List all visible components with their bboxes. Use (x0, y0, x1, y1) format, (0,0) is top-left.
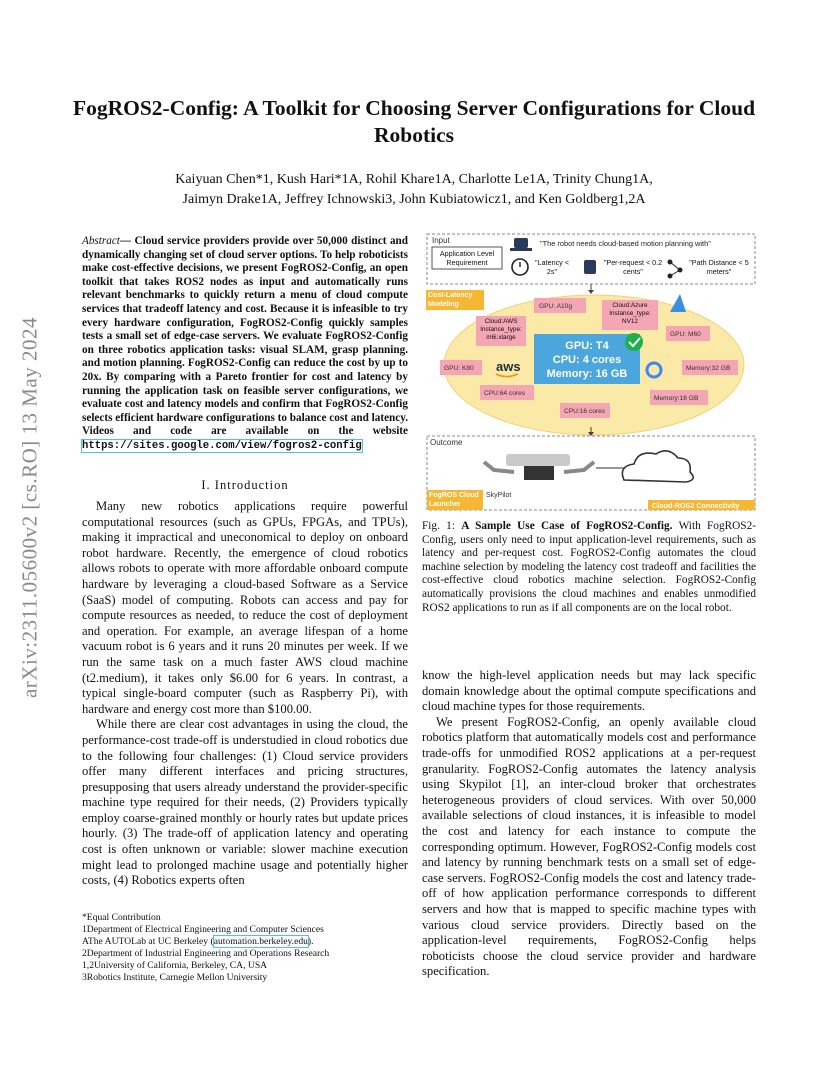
right-paragraph-1: know the high-level application needs but may lack specific domain knowledge about the optimal compute specifications and cloud machine types for those requirements. (422, 668, 756, 714)
author-list (120, 170, 708, 209)
authors-line-1: Kaiyuan Chen*1, Kush Hari*1A, Rohil Khare1A, Charlotte Le1A, Trinity Chung1A, (175, 172, 653, 187)
abstract (82, 235, 408, 454)
arxiv-stamp-text: arXiv:2311.05600v2 [cs.RO] 13 May 2024 (17, 317, 42, 699)
chip-azure-fo (602, 300, 658, 330)
authors-line-2: Jaimyn Drake1A, Jeffrey Ichnowski3, John Kubiatowicz1, and Ken Goldberg1,2A (182, 191, 646, 207)
footnote-ucb: 1,2University of California, Berkeley, CA, USA (82, 960, 268, 971)
selected-gpu: GPU: T4 (565, 340, 609, 352)
stopwatch-icon (512, 259, 528, 275)
path-graph-icon (668, 260, 683, 279)
aws-logo: aws (496, 359, 521, 374)
chip-cpu-64-label: CPU:64 cores (484, 390, 526, 397)
app-req-fo (432, 247, 502, 269)
robot-person-icon (510, 238, 532, 251)
figure-1 (424, 232, 758, 512)
footnote-equal: *Equal Contribution (82, 912, 161, 923)
latency-text: "Latency < 2s" (535, 258, 569, 276)
paper-title: FogROS2-Config: A Toolkit for Choosing Server Configurations for Cloud Robotics (72, 96, 756, 147)
latency-fo (532, 258, 572, 282)
abstract-text: — Cloud service providers provide over 50,000 distinct and dynamically changing set of cloud server options. To help roboticists make cost-effective decisions, we present FogROS2-Config, an open toolkit that takes ROS2 nodes as input and automatically runs relevant benchmarks to quickly return a menu of cloud compute services that tradeoff latency and cost. Because it is infeasible to try every hardware configuration, FogROS2-Config quickly samples tests a small set of edge-case servers. We evaluate FogROS2-Config on three robotics application tasks: visual SLAM, grasp planning. and motion planning. FogROS2-Config can reduce the cost by up to 20x. By comparing with a Pareto frontier for cost and latency by running the application task on feasible server configurations, we evaluate cost and latency models and confirm that FogROS2-Config selects efficient hardware configurations to balance cost and latency. Videos and code are available on the website (82, 235, 408, 438)
chip-gpu-a10g-label: GPU: A10g (539, 303, 572, 310)
cost-latency-fo (426, 290, 484, 310)
chip-gpu-k80-label: GPU: K80 (444, 365, 474, 372)
dollar-tag-icon (584, 260, 596, 274)
robot-arm-icon (484, 454, 594, 480)
cloud-icon (622, 451, 693, 482)
arrow-head-1 (588, 290, 594, 294)
cost-latency-text: Cost-Latency Modeling (428, 292, 473, 308)
selected-memory: Memory: 16 GB (546, 368, 628, 380)
launcher-fo (427, 490, 483, 510)
skypilot-logo: SkyPilot (486, 492, 512, 499)
app-req-text: Application Level Requirement (439, 249, 495, 267)
chip-cpu-16-label: CPU:16 cores (564, 408, 606, 415)
outcome-label: Outcome (430, 438, 463, 447)
autolab-link[interactable]: automation.berkeley.edu (213, 936, 308, 947)
launcher-text: FogROS Cloud Launcher (429, 492, 479, 508)
footnote-ieor: 2Department of Industrial Engineering and Operations Research (82, 948, 330, 959)
per-request-text: "Per-request < 0.2 cents" (603, 258, 663, 276)
chip-aws-fo (476, 316, 526, 346)
right-paragraph-2: We present FogROS2-Config, an openly available cloud robotics platform that automatically models cost and performance trade-offs for unmodified ROS2 applications at a per-request granularity. FogROS2-Config automates the latency analysis using Skypilot [1], an inter-cloud broker that orchestrates heterogeneous providers of cloud services. With over 50,000 available selections of cloud instances, it is infeasible to model the cost and latency for each instance to compute the corresponding optimum. However, FogROS2-Config models cost and latency by running benchmark tests on a small set of edge-case servers. FogROS2-Config models the cost and latency trade-off of how application performance corresponds to different servers and how that is mapped to specific machine types with various cloud service providers. Directly based on the application-level requirements, FogROS2-Config helps roboticists choose the cloud service provider and hardware specification. (422, 714, 756, 979)
path-distance-fo (682, 258, 756, 282)
selected-cpu: CPU: 4 cores (552, 354, 622, 366)
footnote-autolab (82, 936, 408, 948)
figure-1-diagram (424, 232, 758, 512)
chip-azure-label: Cloud:Azure Instance_type: NV12 (609, 302, 651, 325)
project-url-link[interactable]: https://sites.google.com/view/fogros2-config (82, 439, 362, 452)
footnote-cmu: 3Robotics Institute, Carnegie Mellon University (82, 972, 268, 983)
path-distance-text: "Path Distance < 5 meters" (689, 258, 749, 276)
per-request-fo (598, 258, 668, 282)
chip-gpu-m60-label: GPU: M60 (670, 331, 701, 338)
chip-memory-32-label: Memory:32 GB (686, 365, 731, 372)
footnotes (82, 912, 408, 984)
section-heading-introduction: I. Introduction (201, 478, 289, 492)
introduction-body (82, 499, 408, 889)
chip-memory-16-label: Memory:16 GB (654, 395, 699, 402)
arxiv-stamp (10, 230, 50, 790)
figure-1-caption (422, 520, 756, 615)
azure-logo-icon (670, 294, 686, 312)
right-column-body (422, 668, 756, 980)
check-icon (625, 333, 643, 351)
abstract-label: Abstract (82, 235, 120, 247)
chip-aws-label: Cloud:AWS Instance_type: m6i.xlarge (480, 318, 522, 341)
intro-paragraph-2: While there are clear cost advantages in using the cloud, the performance-cost trade-off is understudied in cloud robotics due to the following four challenges: (1) Cloud service providers offer many different interfaces and pricing structures, presupposing that users already understand the provider-specific machine type required for their needs, (2) Providers typically employ coarse-grained monthly or hourly rates but update prices hourly. (3) The trade-off of application latency and operating cost is often unknown or variable: slower machine execution might lead to prolonged machine usage and potentially higher costs, (4) Robotics experts often (82, 717, 408, 888)
footnote-eecs: 1Department of Electrical Engineering and Computer Sciences (82, 924, 324, 935)
caption-title: A Sample Use Case of FogROS2-Config. (461, 520, 673, 532)
caption-label: Fig. 1: (422, 520, 462, 532)
requirement-quote: "The robot needs cloud-based motion planning with" (540, 239, 711, 248)
footnote-autolab-text: AThe AUTOLab at UC Berkeley ( (82, 936, 214, 947)
input-label: Input (432, 236, 450, 245)
footnote-autolab-close: ). (307, 936, 314, 947)
caption-text: With FogROS2-Config, users only need to input application-level requirements, such as latency and per-request cost. FogROS2-Config automates the cloud machine selection by modeling the latency cost tradeoff and facilities the cost-effective cloud robotics machine selection. FogROS2-Config automatically provisions the cloud machines and enables unmodified ROS2 applications to run as if all components are on the local robot. (422, 520, 756, 614)
connectivity-text: Cloud-ROS2 Connectivity (652, 501, 740, 510)
intro-paragraph-1: Many new robotics applications require powerful computational resources (such as GPUs, FPGAs, and TPUs), making it impractical and uneconomical to deploy on onboard robot hardware. Recently, the emergence of cloud robotics allows robots to operate with more affordable onboard compute hardware by leveraging a cloud-based Software as a Service (SaaS) model of computing. Robots can access and pay for compute resources as needed, to reduce the cost of deployment and operation. For example, an average lifespan of a home vacuum robot is 6 years and it runs 20 minutes per week. If we run the same task on a much faster AWS cloud machine (t2.medium), it takes only $6.00 for 6 years. In contrast, a typical single-board computer (such as Raspberry Pi), with hardware and energy cost more than $100.00. (82, 499, 408, 716)
